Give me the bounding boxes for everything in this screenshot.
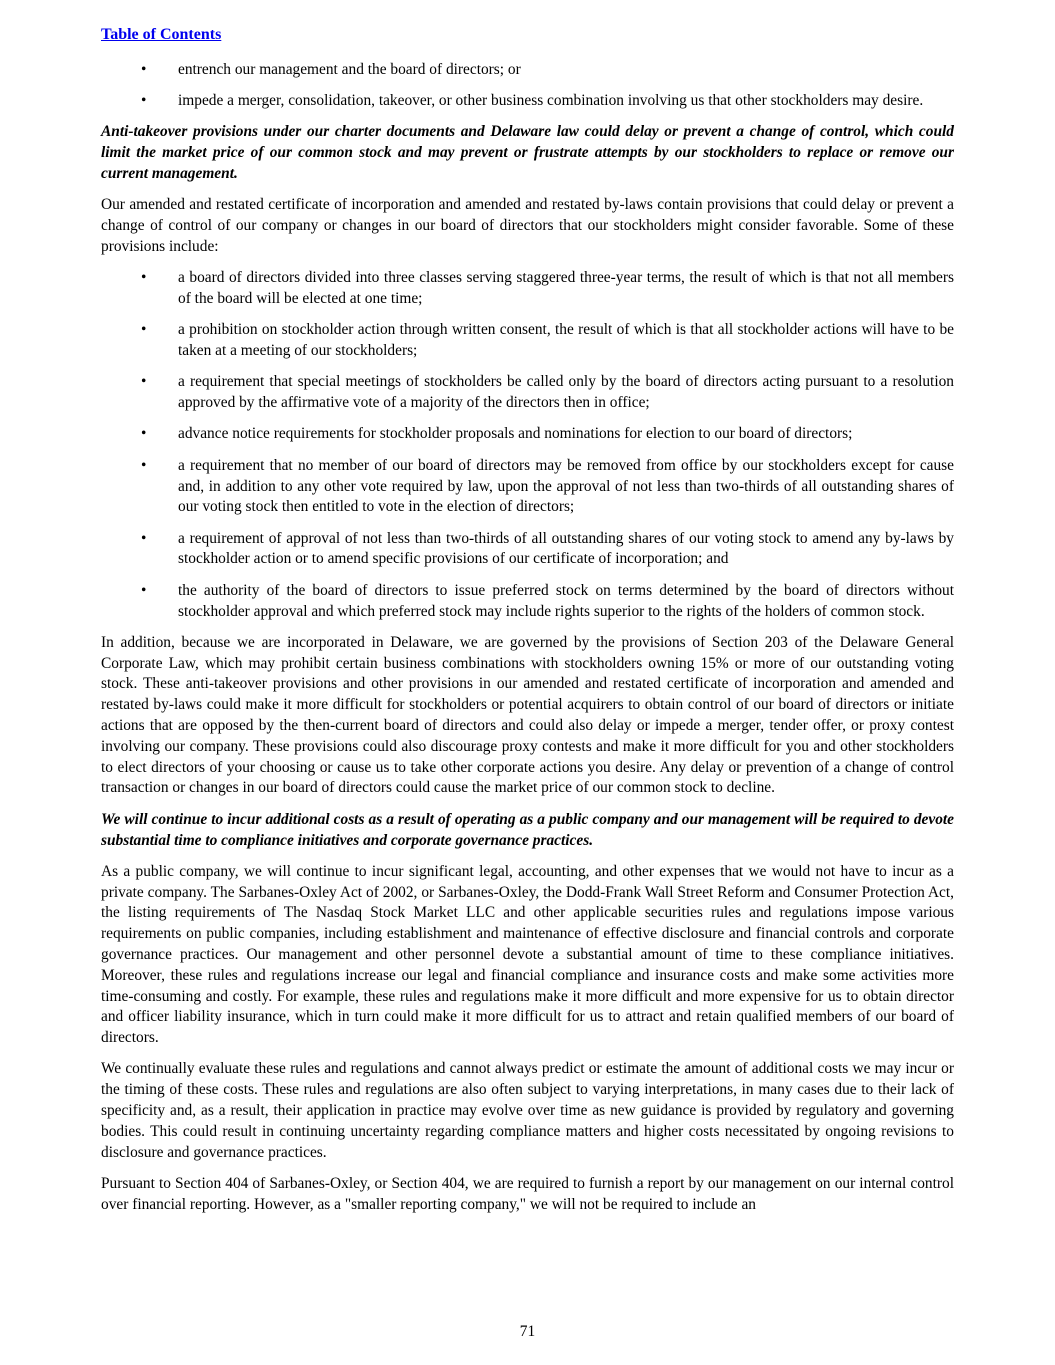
list-item-text: impede a merger, consolidation, takeover, or other business combination involving us that other stockholders may desire.	[178, 92, 924, 110]
list-item	[101, 372, 954, 414]
list-item-text: a requirement that no member of our board of directors may be removed from office by our stockholders except for cause and, in addition to any other vote required by law, upon the approval of not less than two-thirds of all outstanding shares of our voting stock then entitled to vote in the election of directors;	[178, 456, 954, 516]
list-item-text: a requirement that special meetings of stockholders be called only by the board of directors acting pursuant to a resolution approved by the affirmative vote of a majority of the directors then in office;	[178, 373, 954, 412]
list-item	[101, 529, 954, 571]
list-item	[101, 581, 954, 623]
list-item-text: a requirement of approval of not less than two-thirds of all outstanding shares of our voting stock to amend any by-laws by stockholder action or to amend specific provisions of our certificate of incorporation; and	[178, 529, 954, 568]
document-page	[101, 25, 954, 1226]
bullet-icon: •	[141, 321, 147, 339]
list-item	[101, 268, 954, 310]
list-item	[101, 60, 954, 81]
list-item	[101, 456, 954, 518]
table-of-contents-link[interactable]: Table of Contents	[101, 26, 222, 43]
paragraph-delaware-law: In addition, because we are incorporated in Delaware, we are governed by the provisions of Section 203 of the Delaware General Corporate Law, which may prohibit certain business combinations with stockholders owning 15% or more of our outstanding voting stock. These anti-takeover provisions and other provisions in our amended and restated certificate of incorporation and amended and restated by-laws could make it more difficult for stockholders or potential acquirers to obtain control of our board of directors or initiate actions that are opposed by the then-current board of directors and could also delay or impede a merger, tender offer, or proxy contest involving our company. These provisions could also discourage proxy contests and make it more difficult for you and other stockholders to elect directors of your choosing or cause us to take other corporate actions you desire. Any delay or prevention of a change of control transaction or changes in our board of directors could cause the market price of our common stock to decline.	[101, 633, 954, 797]
list-item	[101, 424, 954, 445]
bullet-icon: •	[141, 456, 147, 474]
list-item	[101, 91, 954, 112]
list-item	[101, 320, 954, 362]
bullet-icon: •	[141, 269, 147, 287]
paragraph-provisions-intro: Our amended and restated certificate of incorporation and amended and restated by-laws contain provisions that could delay or prevent a change of control of our company or changes in our board of directors that our stockholders might consider favorable. Some of these provisions include:	[101, 196, 954, 255]
list-item-text: a prohibition on stockholder action through written consent, the result of which is that all stockholder actions will have to be taken at a meeting of our stockholders;	[178, 321, 954, 360]
bullet-icon: •	[141, 529, 147, 547]
bullet-icon: •	[141, 581, 147, 599]
paragraph-evaluate-regulations: We continually evaluate these rules and regulations and cannot always predict or estimate the amount of additional costs we may incur or the timing of these costs. These rules and regulations are also often subject to varying interpretations, in many cases due to their lack of specificity and, as a result, their application in practice may evolve over time as new guidance is provided by regulatory and governing bodies. This could result in continuing uncertainty regarding compliance matters and higher costs necessitated by ongoing revisions to disclosure and governance practices.	[101, 1060, 954, 1161]
list-item-text: advance notice requirements for stockholder proposals and nominations for election to our board of directors;	[178, 425, 853, 443]
section-heading-public-company-costs: We will continue to incur additional costs as a result of operating as a public company and our management will be required to devote substantial time to compliance initiatives and corporate governance practices.	[101, 810, 954, 849]
bullet-icon: •	[141, 425, 147, 443]
page-number: 71	[519, 1323, 536, 1340]
bullet-list-top	[101, 60, 954, 112]
bullet-list-provisions	[101, 268, 954, 622]
list-item-text: a board of directors divided into three classes serving staggered three-year terms, the result of which is that not all members of the board will be elected at one time;	[178, 269, 954, 307]
bullet-icon: •	[141, 373, 147, 391]
list-item-text: entrench our management and the board of directors; or	[178, 60, 521, 78]
list-item-text: the authority of the board of directors to issue preferred stock on terms determined by the board of directors without stockholder approval and which preferred stock may include rights superior to the rights of the holders of common stock.	[178, 581, 954, 620]
paragraph-section-404: Pursuant to Section 404 of Sarbanes-Oxley, or Section 404, we are required to furnish a report by our management on our internal control over financial reporting. However, as a "smaller reporting company," we will not be required to include an	[101, 1174, 954, 1213]
paragraph-public-company-expenses: As a public company, we will continue to incur significant legal, accounting, and other expenses that we would not have to incur as a private company. The Sarbanes-Oxley Act of 2002, or Sarbanes-Oxley, the Dodd-Frank Wall Street Reform and Consumer Protection Act, the listing requirements of The Nasdaq Stock Market LLC and other applicable securities rules and regulations impose various requirements on public companies, including establishment and maintenance of effective disclosure and financial controls and corporate governance practices. Our management and other personnel devote a substantial amount of time to these compliance initiatives. Moreover, these rules and regulations increase our legal and financial compliance and insurance costs and make some activities more time-consuming and costly. For example, these rules and regulations make it more difficult and more expensive for us to obtain director and officer liability insurance, which in turn could make it more difficult for us to attract and retain qualified members of our board of directors.	[101, 862, 954, 1047]
bullet-icon: •	[141, 92, 147, 110]
bullet-icon: •	[141, 60, 147, 78]
section-heading-anti-takeover: Anti-takeover provisions under our charter documents and Delaware law could delay or prevent a change of control, which could limit the market price of our common stock and may prevent or frustrate attempts by our stockholders to replace or remove our current management.	[101, 123, 954, 182]
